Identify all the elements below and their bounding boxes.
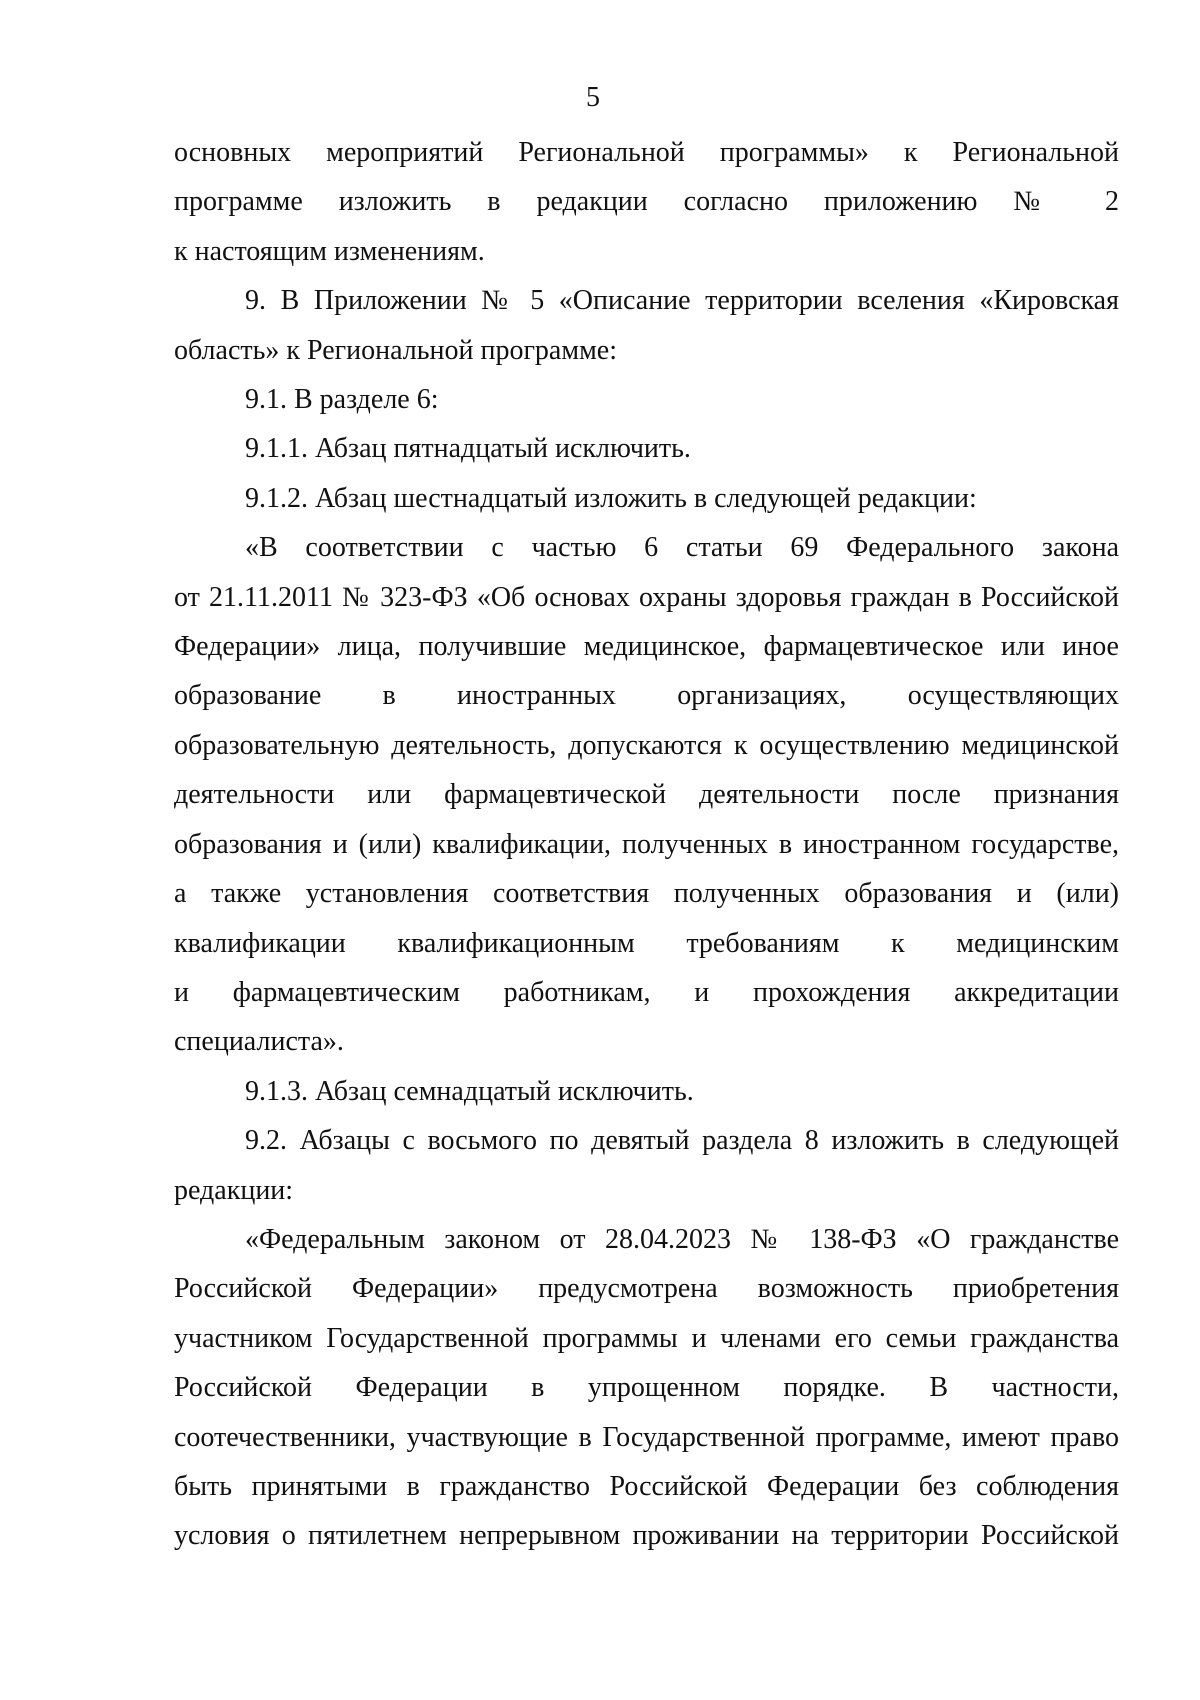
text-line: деятельности или фармацевтической деятельности после признания: [174, 779, 1119, 811]
text-line: квалификации квалификационным требованиям к медицинским: [174, 927, 1119, 959]
text-line: 9.1.2. Абзац шестнадцатый изложить в следующей редакции:: [245, 482, 977, 514]
text-line: Федерации» лица, получившие медицинское, фармацевтическое или иное: [174, 631, 1119, 663]
text-line: образовательную деятельность, допускаются к осуществлению медицинской: [174, 729, 1119, 761]
text-line: 9.1.3. Абзац семнадцатый исключить.: [245, 1075, 694, 1107]
text-line: условия о пятилетнем непрерывном проживании на территории Российской: [174, 1520, 1119, 1552]
page-number: 5: [586, 82, 600, 113]
quoted-paragraph-law-323: [174, 523, 1119, 1066]
text-line: участником Государственной программы и членами его семьи гражданства: [174, 1322, 1119, 1354]
text-line: область» к Региональной программе:: [174, 334, 617, 366]
text-line: а также установления соответствия полученных образования и (или): [174, 878, 1119, 910]
text-line: и фармацевтическим работникам, и прохождения аккредитации: [174, 976, 1119, 1008]
text-line: образование в иностранных организациях, осуществляющих: [174, 680, 1119, 712]
text-line: Российской Федерации» предусмотрена возможность приобретения: [174, 1273, 1119, 1305]
text-line: 9. В Приложении № 5 «Описание территории вселения «Кировская: [245, 285, 1119, 317]
paragraph-section-9-1-2: [174, 474, 1119, 523]
text-line: образования и (или) квалификации, полученных в иностранном государстве,: [174, 828, 1119, 860]
paragraph-section-9-1: [174, 375, 1119, 424]
document-body: [174, 128, 1119, 1561]
text-line: «Федеральным законом от 28.04.2023 № 138-ФЗ «О гражданстве: [245, 1223, 1119, 1255]
paragraph-section-9-1-1: [174, 424, 1119, 473]
text-line: программе изложить в редакции согласно приложению № 2: [174, 186, 1119, 218]
text-line: редакции:: [174, 1174, 294, 1206]
text-line: 9.2. Абзацы с восьмого по девятый раздела 8 изложить в следующей: [245, 1125, 1119, 1157]
text-line: «В соответствии с частью 6 статьи 69 Федерального закона: [245, 532, 1119, 564]
text-line: к настоящим изменениям.: [174, 235, 485, 267]
text-line: 9.1. В разделе 6:: [245, 384, 439, 416]
paragraph-section-9-2: [174, 1116, 1119, 1215]
text-line: от 21.11.2011 № 323-ФЗ «Об основах охраны здоровья граждан в Российской: [174, 581, 1119, 613]
text-line: специалиста».: [174, 1026, 344, 1058]
text-line: 9.1.1. Абзац пятнадцатый исключить.: [245, 433, 691, 465]
paragraph-2: [174, 276, 1119, 375]
quoted-paragraph-law-138: [174, 1215, 1119, 1561]
text-line: быть принятыми в гражданство Российской Федерации без соблюдения: [174, 1470, 1119, 1502]
paragraph-section-9-1-3: [174, 1067, 1119, 1116]
text-line: Российской Федерации в упрощенном порядке. В частности,: [174, 1372, 1119, 1404]
text-line: основных мероприятий Региональной программы» к Региональной: [174, 137, 1119, 168]
paragraph-1: [174, 128, 1119, 276]
text-line: соотечественники, участвующие в Государственной программе, имеют право: [174, 1421, 1119, 1453]
